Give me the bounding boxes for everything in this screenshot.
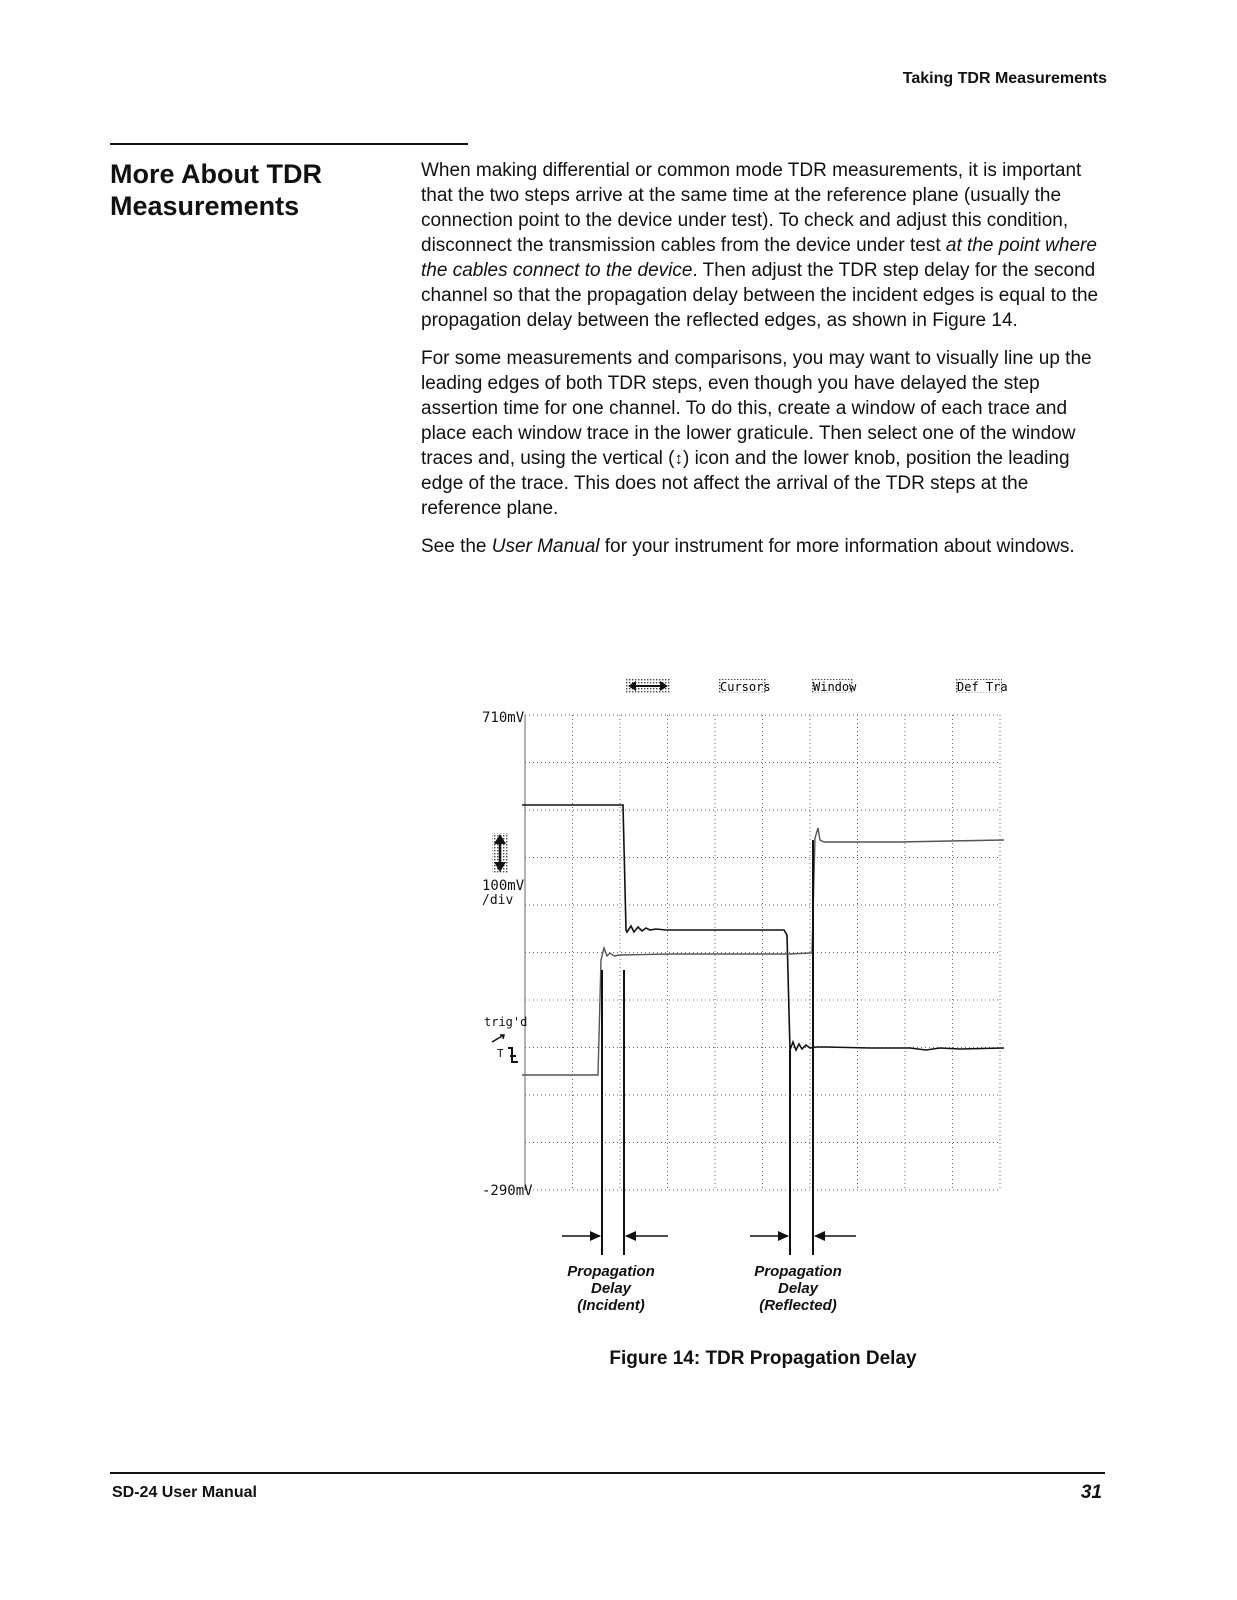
paragraph-3-text-b: for your instrument for more information about windows. (599, 536, 1075, 557)
paragraph-3-emphasis: User Manual (491, 536, 600, 557)
running-head: Taking TDR Measurements (902, 70, 1107, 87)
paragraph-2 (421, 346, 1111, 521)
cursors-menu-item: Cursors (720, 680, 771, 694)
paragraph-1-text-a: When making differential or common mode TDR measurements, it is important that the two steps arrive at the same time at the reference plane (usually the connection point to the device under test). To check and adjust this condition, disconnect the transmission cables from the device under test (421, 160, 1082, 256)
incident-label-line-2: Delay (590, 1280, 632, 1297)
bottom-voltage-label: -290mV (482, 1183, 533, 1199)
paragraph-1 (421, 158, 1111, 333)
paragraph-1-emphasis: at the point where the cables connect to the device (421, 235, 1097, 281)
footer-rule (110, 1472, 1105, 1474)
reflected-delay-label (723, 1263, 873, 1314)
svg-text:T: T (497, 1047, 504, 1060)
def-tra-menu-item: Def Tra (957, 680, 1008, 694)
figure-caption: Figure 14: TDR Propagation Delay (609, 1348, 917, 1369)
paragraph-2-text-a: For some measurements and comparisons, you may want to visually line up the leading edges of both TDR steps, even though you have delayed the step assertion time for one channel. To do this, create a window of each trace and place each window trace in the lower graticule. Then select one of the window traces and, using the vertical ( (421, 348, 1092, 469)
incident-label-line-1: Propagation (567, 1263, 655, 1280)
paragraph-3-text-a: See the (421, 536, 492, 557)
trigger-icon (492, 1035, 518, 1062)
window-menu-item: Window (813, 680, 857, 694)
reflected-label-line-1: Propagation (754, 1263, 842, 1280)
graticule (525, 715, 1000, 1190)
footer-manual-title: SD-24 User Manual (112, 1484, 257, 1501)
section-title: More About TDR Measurements (110, 159, 322, 221)
trigger-status-label: trig'd (484, 1015, 528, 1029)
scale-label: 100mV (482, 878, 525, 894)
oscilloscope-display (470, 670, 1030, 1260)
paragraph-3 (421, 534, 1111, 559)
page-number: 31 (1080, 1482, 1102, 1503)
incident-delay-label (536, 1263, 686, 1314)
reflected-label-line-3: (Reflected) (759, 1297, 837, 1314)
section-rule (110, 143, 468, 145)
top-voltage-label: 710mV (482, 710, 525, 726)
paragraph-2-text-b: ) icon and the lower knob, position the leading edge of the trace. This does not affect the arrival of the TDR steps at the reference plane. (421, 448, 1070, 519)
reflected-label-line-2: Delay (777, 1280, 819, 1297)
incident-label-line-3: (Incident) (577, 1297, 645, 1314)
scale-unit-label: /div (482, 893, 514, 908)
body-text (421, 158, 1111, 572)
paragraph-1-text-b: . Then adjust the TDR step delay for the second channel so that the propagation delay between the incident edges is equal to the propagation delay between the reflected edges, as shown in Figure 14. (421, 260, 1099, 331)
vertical-icon: ↕ (674, 449, 683, 468)
